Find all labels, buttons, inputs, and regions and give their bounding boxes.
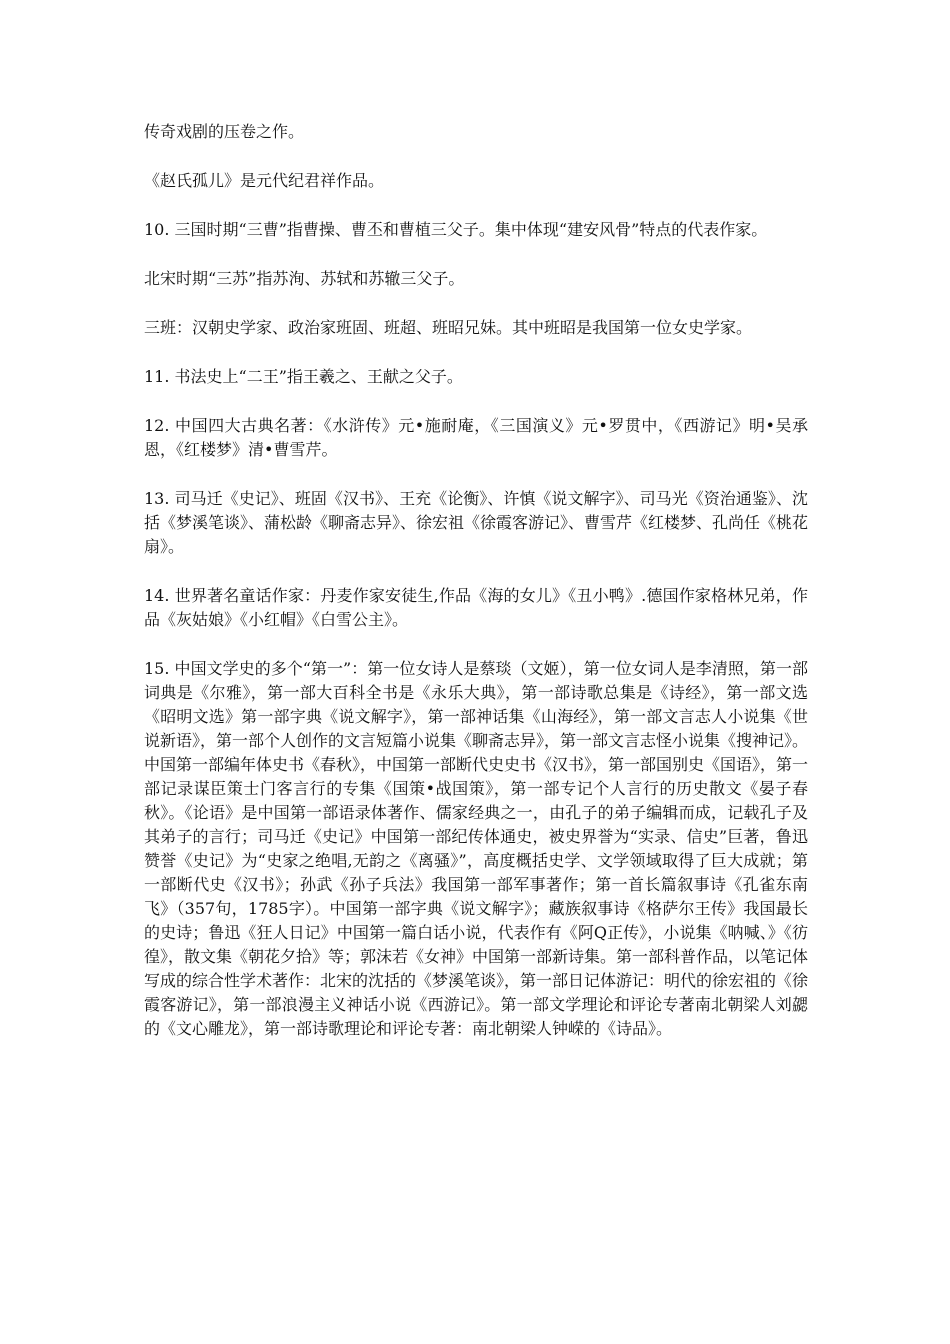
paragraph-12-four-classics: 12. 中国四大古典名著：《水浒传》元•施耐庵，《三国演义》元•罗贯中，《西游记》明•吴承恩，《红楼梦》清•曹雪芹。 <box>144 416 808 459</box>
paragraph-drama-note: 传奇戏剧的压卷之作。 <box>144 122 305 141</box>
paragraph-11-two-wang: 11. 书法史上“二王”指王羲之、王献之父子。 <box>144 367 463 386</box>
paragraph-15-literary-firsts: 15. 中国文学史的多个“第一”：第一位女诗人是蔡琰（文姬），第一位女词人是李清照，第一部词典是《尔雅》，第一部大百科全书是《永乐大典》，第一部诗歌总集是《诗经》，第一部文选《昭明文选》第一部字典《说文解字》，第一部神话集《山海经》，第一部文言志人小说集《世说新语》，第一部个人创作的文言短篇小说集《聊斋志异》，第一部文言志怪小说集《搜神记》。中国第一部编年体史书《春秋》，中国第一部断代史史书《汉书》，第一部国别史《国语》，第一部记录谋臣策士门客言行的专集《国策•战国策》，第一部专记个人言行的历史散文《晏子春秋》。《论语》是中国第一部语录体著作、儒家经典之一，由孔子的弟子编辑而成，记载孔子及其弟子的言行；司马迁《史记》中国第一部纪传体通史，被史界誉为“实录、信史”巨著，鲁迅赞誉《史记》为“史家之绝唱,无韵之《离骚》”，高度概括史学、文学领域取得了巨大成就；第一部断代史《汉书》；孙武《孙子兵法》我国第一部军事著作；第一首长篇叙事诗《孔雀东南飞》（357句，1785字）。中国第一部字典《说文解字》；藏族叙事诗《格萨尔王传》我国最长的史诗；鲁迅《狂人日记》中国第一篇白话小说，代表作有《阿Q正传》，小说集《呐喊、》《彷徨》，散文集《朝花夕拾》等；郭沫若《女神》中国第一部新诗集。第一部科普作品，以笔记体写成的综合性学术著作：北宋的沈括的《梦溪笔谈》，第一部日记体游记：明代的徐宏祖的《徐霞客游记》，第一部浪漫主义神话小说《西游记》。第一部文学理论和评论专著南北朝梁人刘勰的《文心雕龙》，第一部诗歌理论和评论专著：南北朝梁人钟嵘的《诗品》。 <box>144 659 809 1038</box>
paragraph-14-fairy-tales: 14. 世界著名童话作家：丹麦作家安徒生,作品《海的女儿》《丑小鸭》.德国作家格林兄弟，作品《灰姑娘》《小红帽》《白雪公主》。 <box>144 586 808 629</box>
paragraph-zhaoshi-guer: 《赵氏孤儿》是元代纪君祥作品。 <box>144 171 385 190</box>
paragraph-three-ban: 三班：汉朝史学家、政治家班固、班超、班昭兄妹。其中班昭是我国第一位女史学家。 <box>144 318 753 337</box>
paragraph-10-three-cao: 10. 三国时期“三曹”指曹操、曹丕和曹植三父子。集中体现“建安风骨”特点的代表作家。 <box>144 220 768 239</box>
document-body <box>144 120 808 1066</box>
paragraph-13-works-list: 13. 司马迁《史记》、班固《汉书》、王充《论衡》、许慎《说文解字》、司马光《资治通鉴》、沈括《梦溪笔谈》、蒲松龄《聊斋志异》、徐宏祖《徐霞客游记》、曹雪芹《红楼梦、孔尚任《桃花扇》。 <box>144 489 809 556</box>
paragraph-three-su: 北宋时期“三苏”指苏洵、苏轼和苏辙三父子。 <box>144 269 465 288</box>
